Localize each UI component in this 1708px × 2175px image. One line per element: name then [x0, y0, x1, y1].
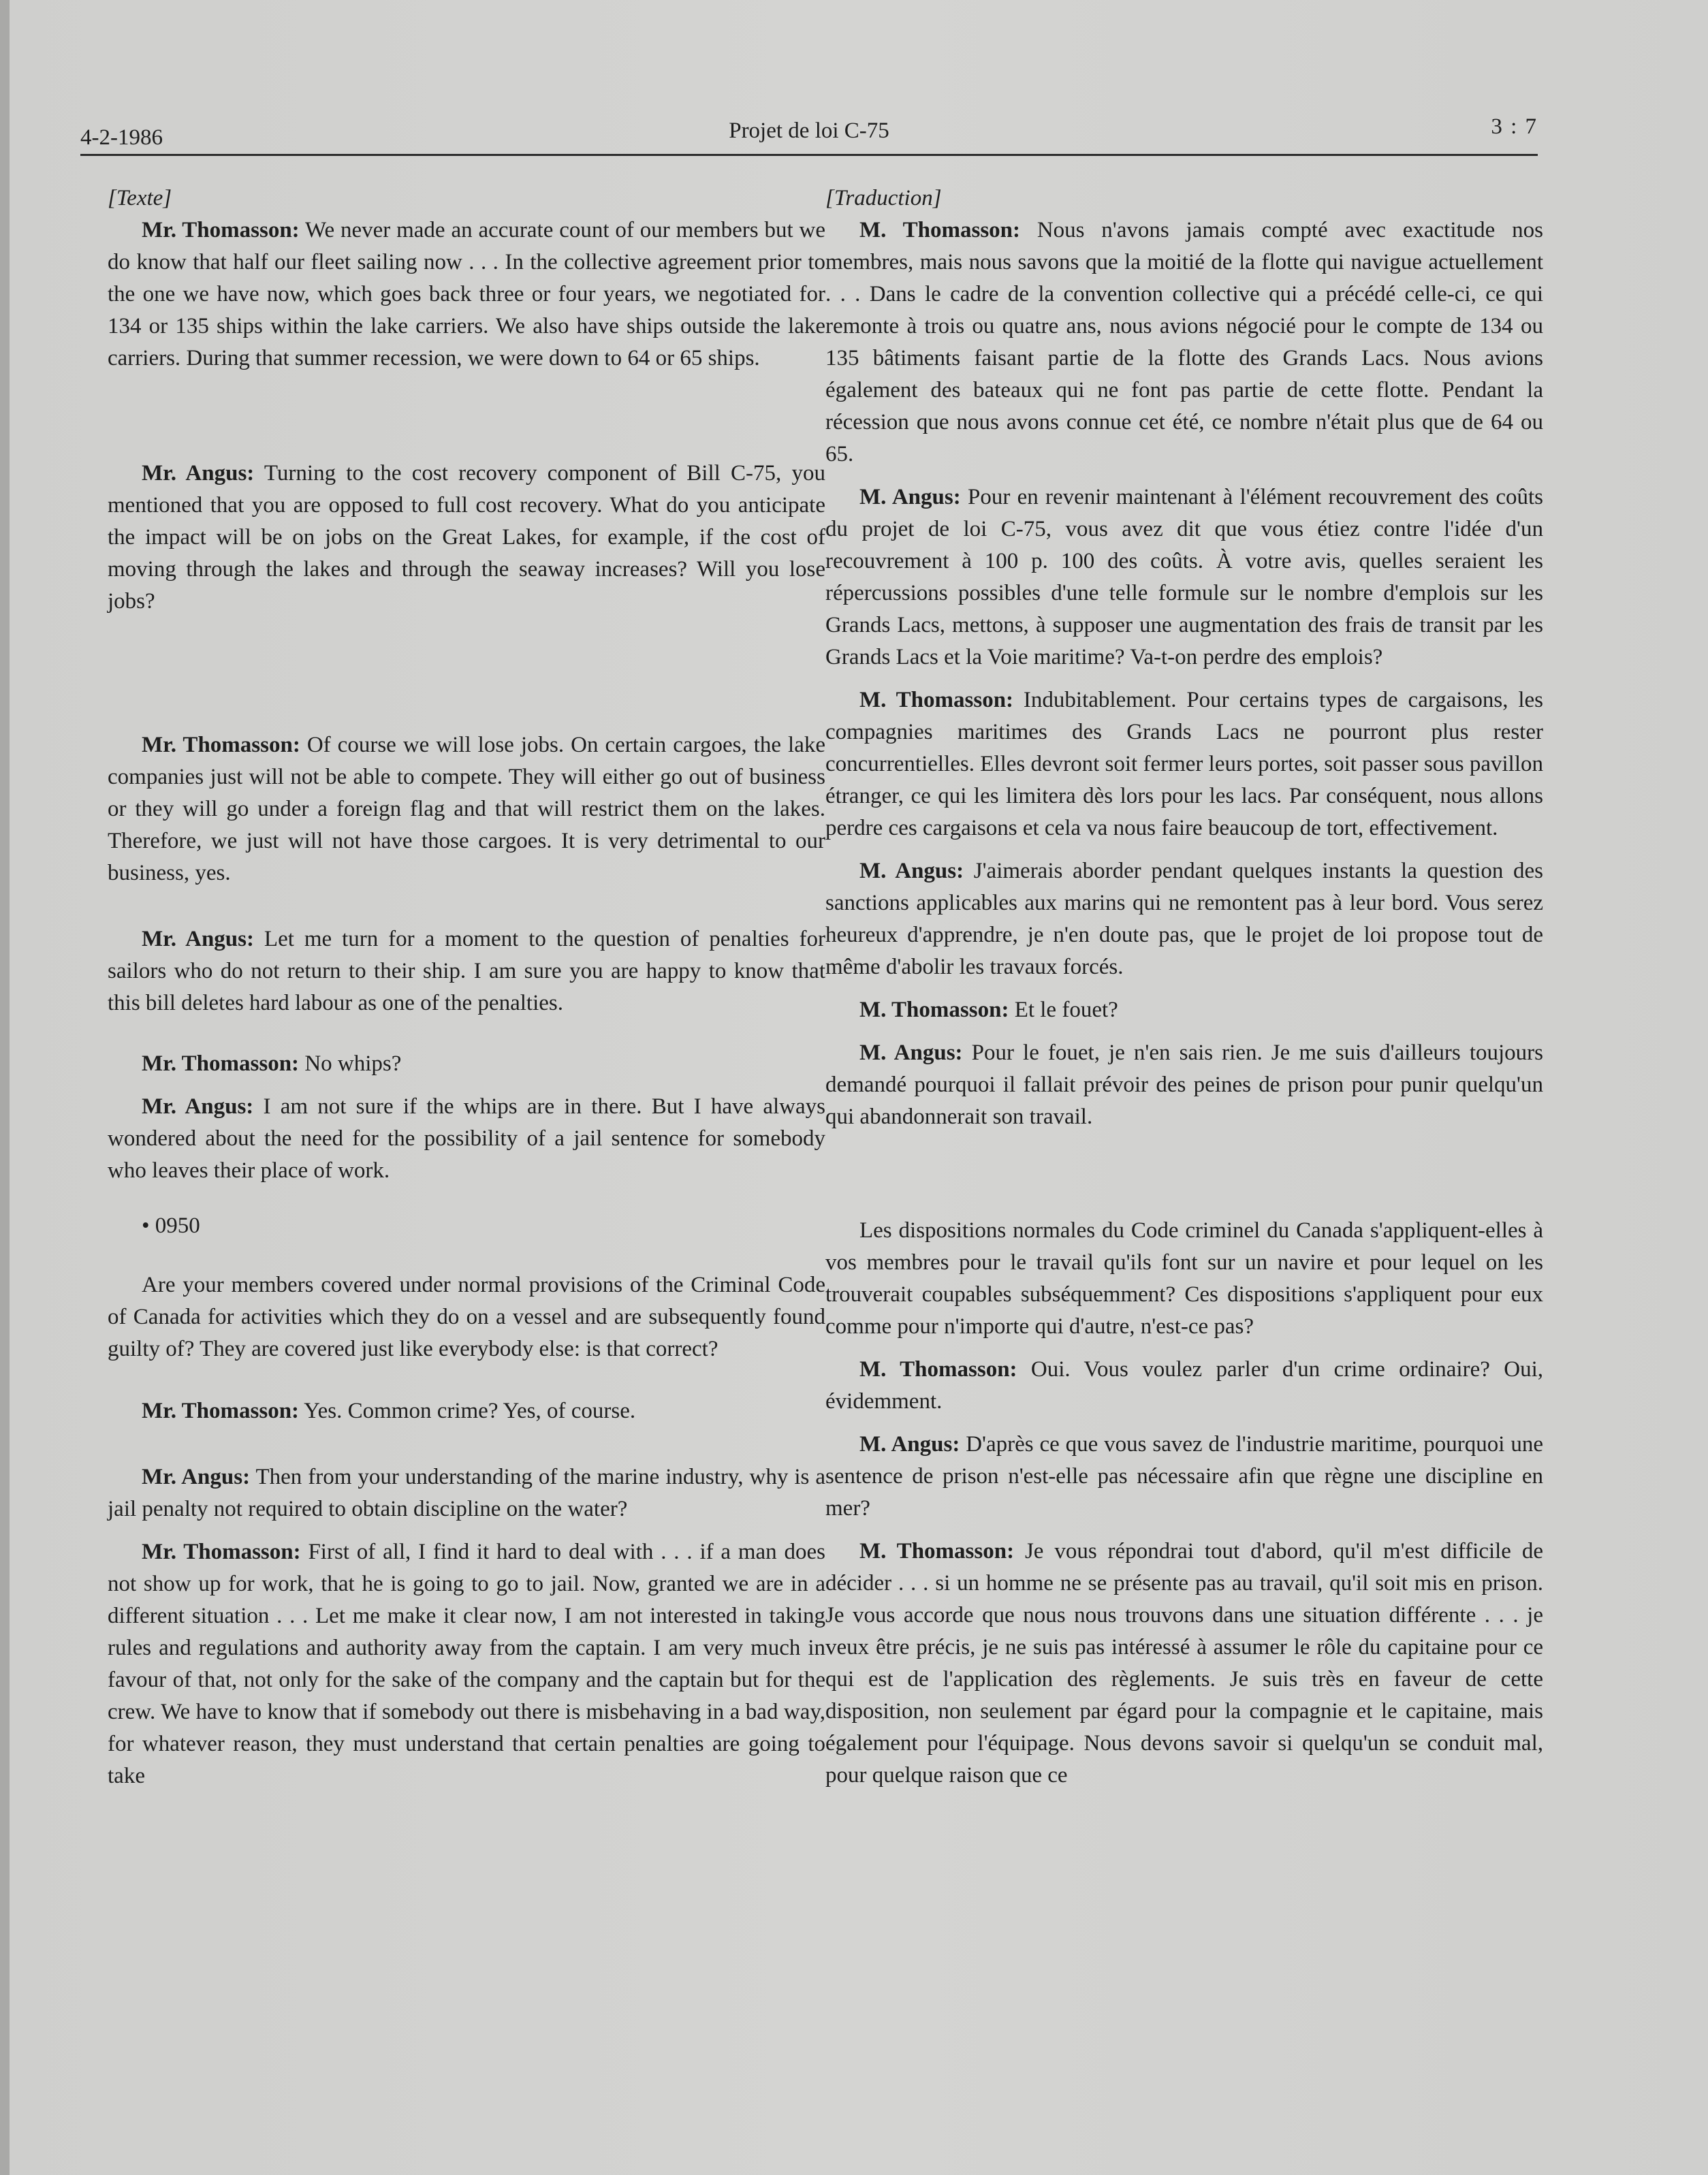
speech: Oui. Vous voulez parler d'un crime ordinaire? Oui, évidemment.	[825, 1357, 1543, 1414]
speaker: Mr. Thomasson:	[142, 1540, 301, 1564]
speaker: Mr. Angus:	[142, 927, 254, 951]
speaker: M. Thomasson:	[859, 218, 1020, 242]
speech: Et le fouet?	[1009, 998, 1118, 1022]
paragraph	[825, 1037, 1543, 1133]
speech: Yes. Common crime? Yes, of course.	[299, 1399, 636, 1423]
speaker: M. Thomasson:	[859, 688, 1014, 712]
paragraph	[108, 458, 825, 618]
speaker: M. Angus:	[859, 859, 964, 883]
speaker: M. Angus:	[859, 485, 961, 509]
speaker: Mr. Thomasson:	[142, 1051, 300, 1076]
header-page-number: 3 : 7	[1491, 114, 1538, 139]
speaker: Mr. Thomasson:	[142, 218, 300, 242]
english-column	[108, 182, 825, 1792]
paragraph	[825, 481, 1543, 673]
speech: Pour le fouet, je n'en sais rien. Je me suis d'ailleurs toujours demandé pourquoi il fallait prévoir des peines de prison pour punir quelqu'un qui abandonnerait son travail.	[825, 1041, 1544, 1129]
paragraph	[108, 215, 825, 375]
header-title: Projet de loi C-75	[729, 118, 889, 143]
column-label: [Texte]	[108, 186, 172, 210]
speech: J'aimerais aborder pendant quelques instants la question des sanctions applicables aux marins qui ne remontent pas à leur bord. Vous serez heureux d'apprendre, je n'en doute pas, que le projet de loi propose tout de même d'abolir les travaux forcés.	[825, 859, 1543, 979]
paragraph	[825, 684, 1543, 844]
speech: Of course we will lose jobs. On certain cargoes, the lake companies just will not be able to compete. They will either go out of business or they will go under a foreign flag and that will restrict them on the lakes. Therefore, we just will not have those cargoes. It is very detrimental to our business, yes.	[108, 733, 825, 885]
speaker: Mr. Angus:	[142, 1094, 254, 1119]
speaker: M. Angus:	[859, 1041, 963, 1065]
speech: D'après ce que vous savez de l'industrie maritime, pourquoi une sentence de prison n'est-elle pas nécessaire afin que règne une discipline en mer?	[825, 1432, 1543, 1521]
paragraph	[108, 1048, 825, 1080]
column-label: [Traduction]	[825, 186, 942, 210]
speech: Then from your understanding of the marine industry, why is a jail penalty not required to obtain discipline on the water?	[108, 1465, 825, 1521]
speech: We never made an accurate count of our members but we do know that half our fleet sailing now . . . In the collective agreement prior to the one we have now, which goes back three or four years, we negotiated for 134 or 135 ships within the lake carriers. We also have ships outside the lake carriers. During that summer recession, we were down to 64 or 65 ships.	[108, 218, 825, 370]
page-edge-shadow	[0, 0, 10, 2175]
speech: First of all, I find it hard to deal with . . . if a man does not show up for work, that he is going to go to jail. Now, granted we are in a different situation . . . Let me make it clear now, I am not interested in taking rules and regulations and authority away from the captain. I am very much in favour of that, not only for the sake of the company and the captain but for the crew. We have to know that if somebody out there is misbehaving in a bad way, for whatever reason, they must understand that certain penalties are going to take	[108, 1540, 825, 1788]
paragraph	[108, 923, 825, 1019]
paragraph	[108, 1461, 825, 1525]
header-rule	[80, 154, 1538, 156]
speaker: Mr. Angus:	[142, 461, 255, 486]
speaker: M. Angus:	[859, 1432, 960, 1457]
paragraph	[108, 1395, 825, 1427]
speech: Let me turn for a moment to the question of penalties for sailors who do not return to their ship. I am sure you are happy to know that this bill deletes hard labour as one of the penalties.	[108, 927, 825, 1015]
speech: No whips?	[299, 1051, 402, 1076]
paragraph	[825, 855, 1543, 983]
speech: Indubitablement. Pour certains types de cargaisons, les compagnies maritimes des Grands Lacs ne pourront plus rester concurrentielles. Elles devront soit fermer leurs portes, soit passer sous pavillon étranger, ce qui les limitera dès lors pour les lacs. Par conséquent, nous allons perdre ces cargaisons et cela va nous faire beaucoup de tort, effectivement.	[825, 688, 1544, 840]
speech: Are your members covered under normal provisions of the Criminal Code of Canada for activities which they do on a vessel and are subsequently found guilty of? They are covered just like everybody else: is that correct?	[108, 1273, 825, 1361]
header-date: 4-2-1986	[80, 125, 163, 150]
paragraph	[825, 215, 1543, 471]
speaker: M. Thomasson:	[859, 1539, 1015, 1563]
speech: Turning to the cost recovery component of Bill C-75, you mentioned that you are opposed to full cost recovery. What do you anticipate the impact will be on jobs on the Great Lakes, for example, if the cost of moving through the lakes and through the seaway increases? Will you lose jobs?	[108, 461, 825, 614]
speaker: Mr. Angus:	[142, 1465, 251, 1489]
paragraph	[108, 729, 825, 889]
speech: Pour en revenir maintenant à l'élément recouvrement des coûts du projet de loi C-75, vous avez dit que vous étiez contre l'idée d'un recouvrement à 100 p. 100 des coûts. À votre avis, quelles seraient les répercussions possibles d'une telle formule sur le nombre d'emplois sur les Grands Lacs, mettons, à supposer une augmentation des frais de transit par les Grands Lacs et la Voie maritime? Va-t-on perdre des emplois?	[825, 485, 1543, 669]
paragraph	[825, 1354, 1543, 1418]
paragraph	[825, 994, 1543, 1026]
paragraph	[108, 1536, 825, 1792]
speaker: M. Thomasson:	[859, 1357, 1017, 1382]
speech: I am not sure if the whips are in there. But I have always wondered about the need for the possibility of a jail sentence for somebody who leaves their place of work.	[108, 1094, 825, 1183]
paragraph	[825, 1215, 1543, 1343]
speech: Les dispositions normales du Code criminel du Canada s'appliquent-elles à vos membres pour le travail qu'ils font sur un navire et pour lequel on les trouverait coupables subséquemment? Ces dispositions s'appliquent pour eux comme pour n'importe qui d'autre, n'est-ce pas?	[825, 1218, 1543, 1339]
page-header	[80, 114, 1538, 155]
time-marker: • 0950	[142, 1213, 200, 1238]
speech: Nous n'avons jamais compté avec exactitude nos membres, mais nous savons que la moitié de la flotte qui navigue actuellement . . . Dans le cadre de la convention collective qui a précédé celle-ci, ce qui remonte à trois ou quatre ans, nous avions négocié pour le compte de 134 ou 135 bâtiments faisant partie de la flotte des Grands Lacs. Nous avions également des bateaux qui ne font pas partie de cette flotte. Pendant la récession que nous avons connue cet été, ce nombre n'était plus que de 64 ou 65.	[825, 218, 1543, 466]
paragraph	[108, 1091, 825, 1187]
french-column	[825, 182, 1543, 1792]
paragraph	[825, 1429, 1543, 1525]
speaker: Mr. Thomasson:	[142, 733, 300, 757]
paragraph	[825, 1536, 1543, 1792]
speaker: Mr. Thomasson:	[142, 1399, 300, 1423]
paragraph	[108, 1269, 825, 1365]
speaker: M. Thomasson:	[859, 998, 1009, 1022]
speech: Je vous répondrai tout d'abord, qu'il m'est difficile de décider . . . si un homme ne se présente pas au travail, qu'il soit mis en prison. Je vous accorde que nous nous trouvons dans une situation différente . . . je veux être précis, je ne suis pas intéressé à assumer le rôle du capitaine pour ce qui est de l'application des règlements. Je suis très en faveur de cette disposition, non seulement par égard pour la compagnie et le capitaine, mais également pour l'équipage. Nous devons savoir si quelqu'un se conduit mal, pour quelque raison que ce	[825, 1539, 1543, 1788]
